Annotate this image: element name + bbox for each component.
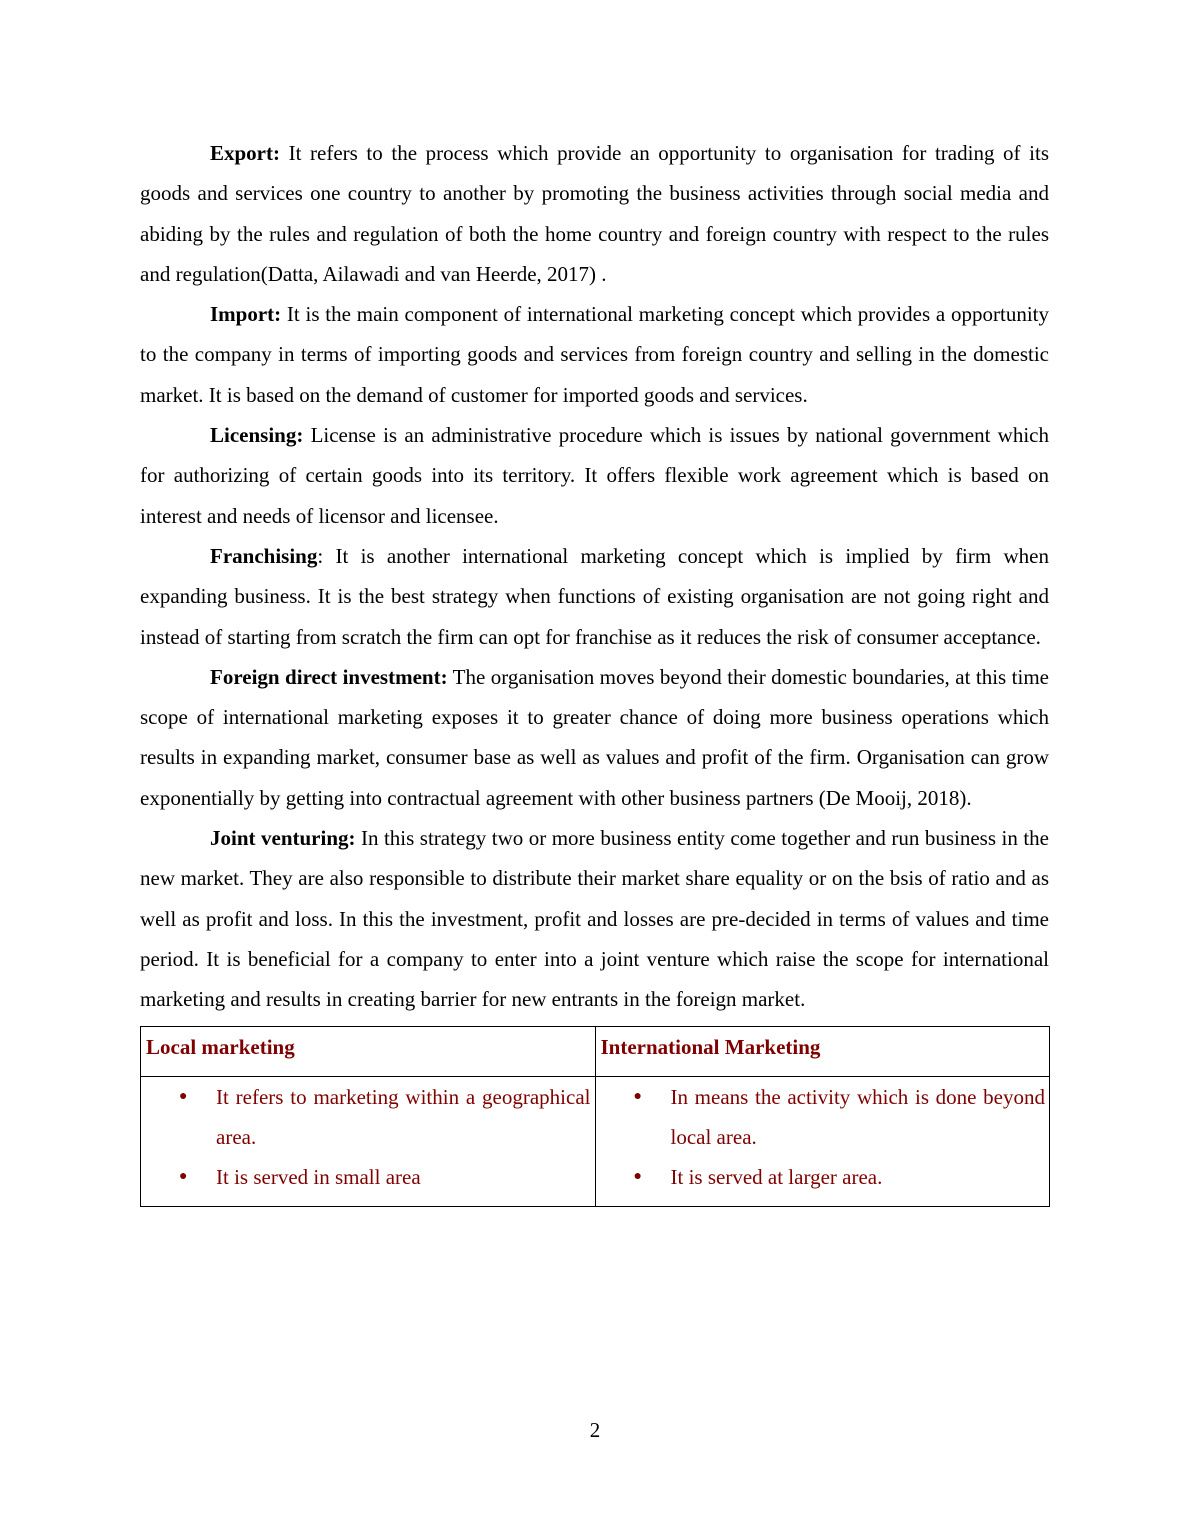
paragraph-fdi-text: The organisation moves beyond their domestic boundaries, at this time scope of international marketing exposes it to greater chance of doing more business operations which results in expanding market, consumer base as well as values and profit of the firm. Organisation can grow exponentially by getting into contractual agreement with other business partners (De Mooij, 2018). (140, 664, 1049, 810)
bullet-icon: ● (633, 1088, 642, 1104)
term-fdi: Foreign direct investment: (210, 664, 448, 689)
list-item-text: It is served in small area (216, 1165, 421, 1190)
paragraph-joint-venturing-text: In this strategy two or more business entity come together and run business in the new market. They are also responsible to distribute their market share equality or on the bsis of ratio and as well as profit and loss. In this the investment, profit and losses are pre-decided in terms of values and time period. It is beneficial for a company to enter into a joint venture which raise the scope for international marketing and results in creating barrier for new entrants in the foreign market. (140, 826, 1049, 1012)
header-international-marketing: International Marketing (595, 1026, 1050, 1076)
paragraph-import-text: It is the main component of international marketing concept which provides a opportunity to the company in terms of importing goods and services from foreign country and selling in the domestic market. It is based on the demand of customer for imported goods and services. (140, 302, 1049, 407)
page-number: 2 (589, 1418, 601, 1442)
paragraph-export (140, 133, 1049, 294)
paragraph-export-text: It refers to the process which provide an opportunity to organisation for trading of its goods and services one country to another by promoting the business activities through social media and abiding by the rules and regulation of both the home country and foreign country with respect to the rules and regulation(Datta, Ailawadi and van Heerde, 2017) . (140, 141, 1049, 286)
paragraph-franchising-text: : It is another international marketing concept which is implied by firm when expanding business. It is the best strategy when functions of existing organisation are not going right and instead of starting from scratch the firm can opt for franchise as it reduces the risk of consumer acceptance. (140, 543, 1049, 649)
list-item (633, 1077, 1046, 1158)
cell-local-marketing (141, 1076, 596, 1207)
term-import: Import: (210, 302, 282, 327)
paragraph-franchising (140, 536, 1049, 657)
bullet-icon: ● (179, 1169, 188, 1185)
paragraph-fdi (140, 657, 1049, 818)
header-local-marketing: Local marketing (141, 1026, 596, 1076)
table-header-row (141, 1026, 1050, 1076)
term-export: Export: (210, 141, 280, 165)
term-franchising: Franchising (210, 543, 318, 568)
term-licensing: Licensing: (210, 423, 304, 448)
bullet-icon: ● (633, 1169, 642, 1185)
list-item (179, 1077, 591, 1158)
table-row (141, 1076, 1050, 1207)
paragraph-import (140, 294, 1049, 415)
list-item-text: It refers to marketing within a geographical area. (216, 1084, 591, 1149)
list-item (179, 1157, 591, 1197)
local-marketing-list (146, 1077, 591, 1198)
list-item-text: It is served at larger area. (670, 1165, 883, 1190)
term-joint-venturing: Joint venturing: (210, 826, 356, 851)
paragraph-licensing-text: License is an administrative procedure which is issues by national government which for authorizing of certain goods into its territory. It offers flexible work agreement which is based on interest and needs of licensor and licensee. (140, 423, 1049, 528)
bullet-icon: ● (179, 1088, 188, 1104)
document-page (140, 133, 1049, 1207)
list-item-text: In means the activity which is done beyond local area. (670, 1084, 1045, 1149)
comparison-table (140, 1026, 1050, 1208)
international-marketing-list (601, 1077, 1046, 1198)
cell-international-marketing (595, 1076, 1050, 1207)
paragraph-joint-venturing (140, 818, 1049, 1019)
list-item (633, 1157, 1046, 1197)
paragraph-licensing (140, 415, 1049, 536)
